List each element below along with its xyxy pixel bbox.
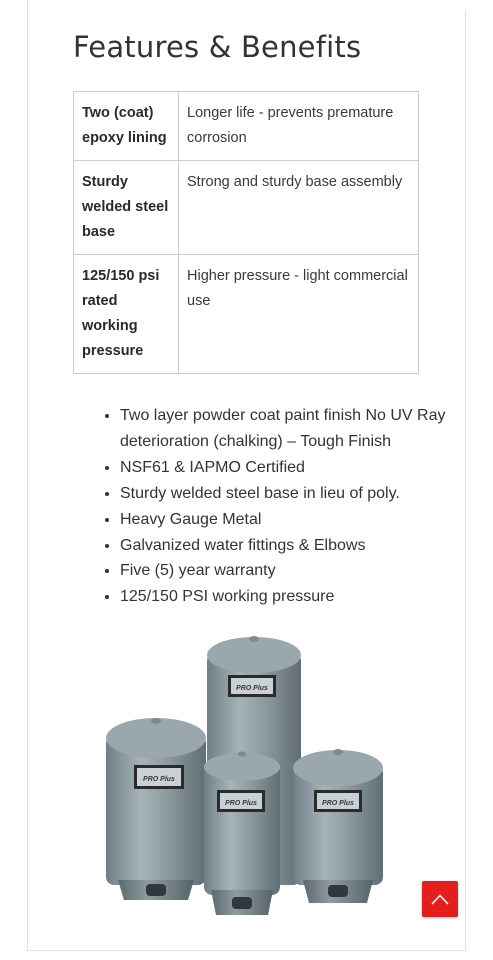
features-list (102, 403, 450, 610)
benefit-cell: Higher pressure - light commercial use (179, 255, 419, 374)
list-item: • Galvanized water fittings & Elbows (120, 533, 450, 559)
benefit-cell: Strong and sturdy base assembly (179, 161, 419, 255)
section-title: Features & Benefits (73, 30, 362, 64)
table-row (74, 255, 419, 374)
content-border-bottom (27, 950, 466, 951)
tank-front (204, 752, 280, 916)
feature-cell: 125/150 psi rated working pressure (74, 255, 179, 374)
svg-text:PRO Plus: PRO Plus (236, 685, 268, 692)
table-row (74, 161, 419, 255)
feature-cell: Sturdy welded steel base (74, 161, 179, 255)
chevron-up-icon (431, 893, 449, 905)
list-item: • Five (5) year warranty (120, 558, 450, 584)
list-item: • NSF61 & IAPMO Certified (120, 455, 450, 481)
feature-cell: Two (coat) epoxy lining (74, 92, 179, 161)
benefit-cell: Longer life - prevents premature corrosion (179, 92, 419, 161)
list-item: • Two layer powder coat paint finish No UV Ray deterioration (chalking) – Tough Finish (120, 403, 450, 455)
content-border-left (27, 0, 28, 950)
svg-text:PRO Plus: PRO Plus (225, 800, 257, 807)
tank-left (106, 718, 206, 900)
pressure-tanks-image (90, 625, 400, 925)
scroll-to-top-button[interactable] (422, 881, 458, 917)
content-border-right (465, 10, 466, 950)
list-item: • Sturdy welded steel base in lieu of poly. (120, 481, 450, 507)
tank-right (293, 749, 383, 903)
list-item: • Heavy Gauge Metal (120, 507, 450, 533)
list-item: • 125/150 PSI working pressure (120, 584, 450, 610)
svg-text:PRO Plus: PRO Plus (322, 800, 354, 807)
features-table (73, 91, 419, 374)
svg-text:PRO Plus: PRO Plus (143, 776, 175, 783)
table-row (74, 92, 419, 161)
